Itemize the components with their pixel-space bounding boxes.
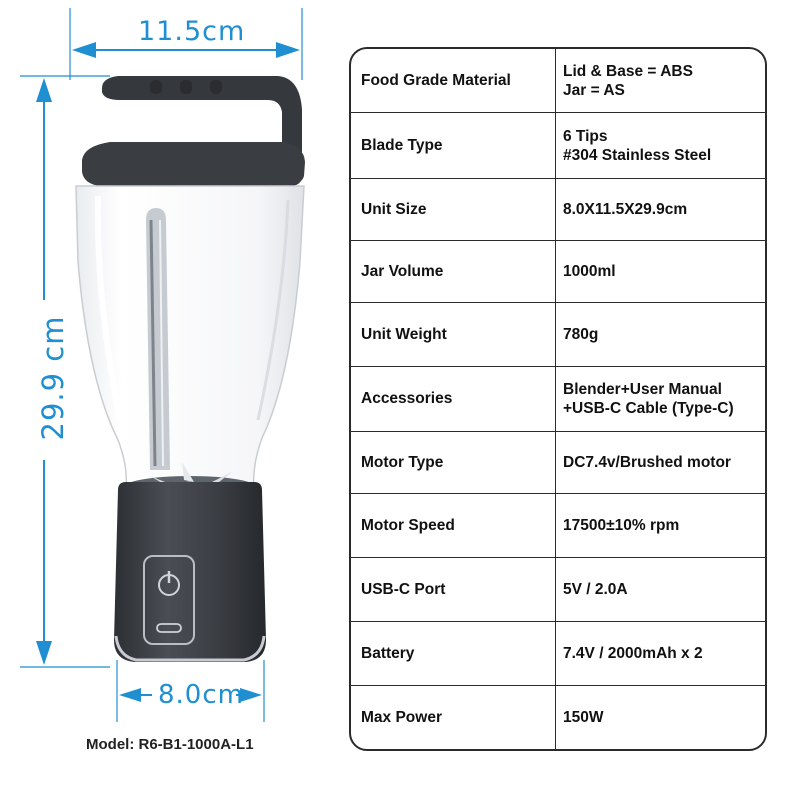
motor-base [114,482,266,662]
width-top-label: 11.5cm [138,16,246,47]
height-label: 29.9 cm [36,315,70,441]
spec-row-usb-c [351,558,765,622]
spec-label: Max Power [351,686,556,749]
spec-label: USB-C Port [351,558,556,621]
spec-table [349,47,767,751]
spec-value: Blender+User Manual +USB-C Cable (Type-C) [563,381,734,417]
jar-inner-rod [146,208,170,470]
spec-label: Motor Speed [351,494,556,557]
spec-value: 17500±10% rpm [563,517,680,534]
spec-label: Accessories [351,367,556,431]
spec-value: Lid & Base = ABS Jar = AS [563,62,693,99]
spec-label: Unit Weight [351,303,556,366]
spec-value: 8.0X11.5X29.9cm [563,201,688,218]
spec-value: 1000ml [563,263,616,280]
spec-row-unit-size [351,179,765,241]
spec-label: Battery [351,622,556,685]
spec-label: Blade Type [351,113,556,178]
spec-row-max-power [351,686,765,749]
spec-row-motor-speed [351,494,765,558]
spec-value: DC7.4v/Brushed motor [563,454,731,471]
lid [82,142,305,186]
spec-value: 150W [563,709,604,726]
spec-row-motor-type [351,432,765,494]
spec-label: Motor Type [351,432,556,493]
spec-row-blade [351,113,765,179]
spec-label: Jar Volume [351,241,556,302]
spec-row-jar-volume [351,241,765,303]
spec-row-unit-weight [351,303,765,367]
spec-row-accessories [351,367,765,432]
jar [76,186,304,488]
width-bottom-label: 8.0cm [158,680,244,710]
spec-row-battery [351,622,765,686]
spec-value: 5V / 2.0A [563,581,628,598]
spec-value: 780g [563,326,599,343]
spec-value: 6 Tips #304 Stainless Steel [563,127,712,164]
spec-row-material [351,49,765,113]
model-caption: Model: R6-B1-1000A-L1 [86,736,254,753]
spec-value: 7.4V / 2000mAh x 2 [563,645,703,662]
spec-label: Food Grade Material [351,49,556,112]
spec-label: Unit Size [351,179,556,240]
